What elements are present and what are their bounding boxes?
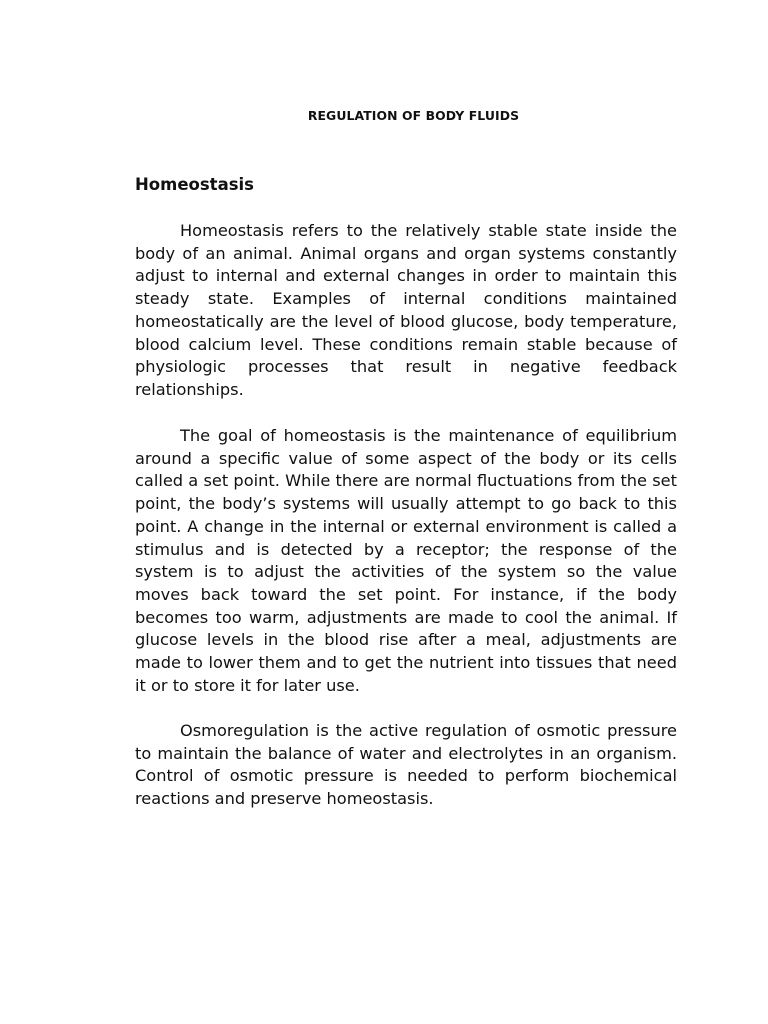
document-title: REGULATION OF BODY FLUIDS	[307, 108, 520, 123]
paragraph-homeostasis-goal: The goal of homeostasis is the maintenance of equilibrium around a specific value of some aspect of the body or its cells called a set point. While there are normal fluctuations from the set point, the body’s systems will usually attempt to go back to this point. A change in the internal or external environment is called a stimulus and is detected by a receptor; the response of the system is to adjust the activities of the system so the value moves back toward the set point. For instance, if the body becomes too warm, adjustments are made to cool the animal. If glucose levels in the blood rise after a meal, adjustments are made to lower them and to get the nutrient into tissues that need it or to store it for later use.	[135, 426, 677, 695]
paragraph-homeostasis-definition: Homeostasis refers to the relatively stable state inside the body of an animal. Animal organs and organ systems constantly adjust to internal and external changes in order to maintain this steady state. Examples of internal conditions maintained homeostatically are the level of blood glucose, body temperature, blood calcium level. These conditions remain stable because of physiologic processes that result in negative feedback relationships.	[135, 221, 677, 399]
paragraph-osmoregulation: Osmoregulation is the active regulation of osmotic pressure to maintain the balance of water and electrolytes in an organism. Control of osmotic pressure is needed to perform biochemical reactions and preserve homeostasis.	[135, 721, 677, 809]
section-heading: Homeostasis	[135, 175, 255, 194]
